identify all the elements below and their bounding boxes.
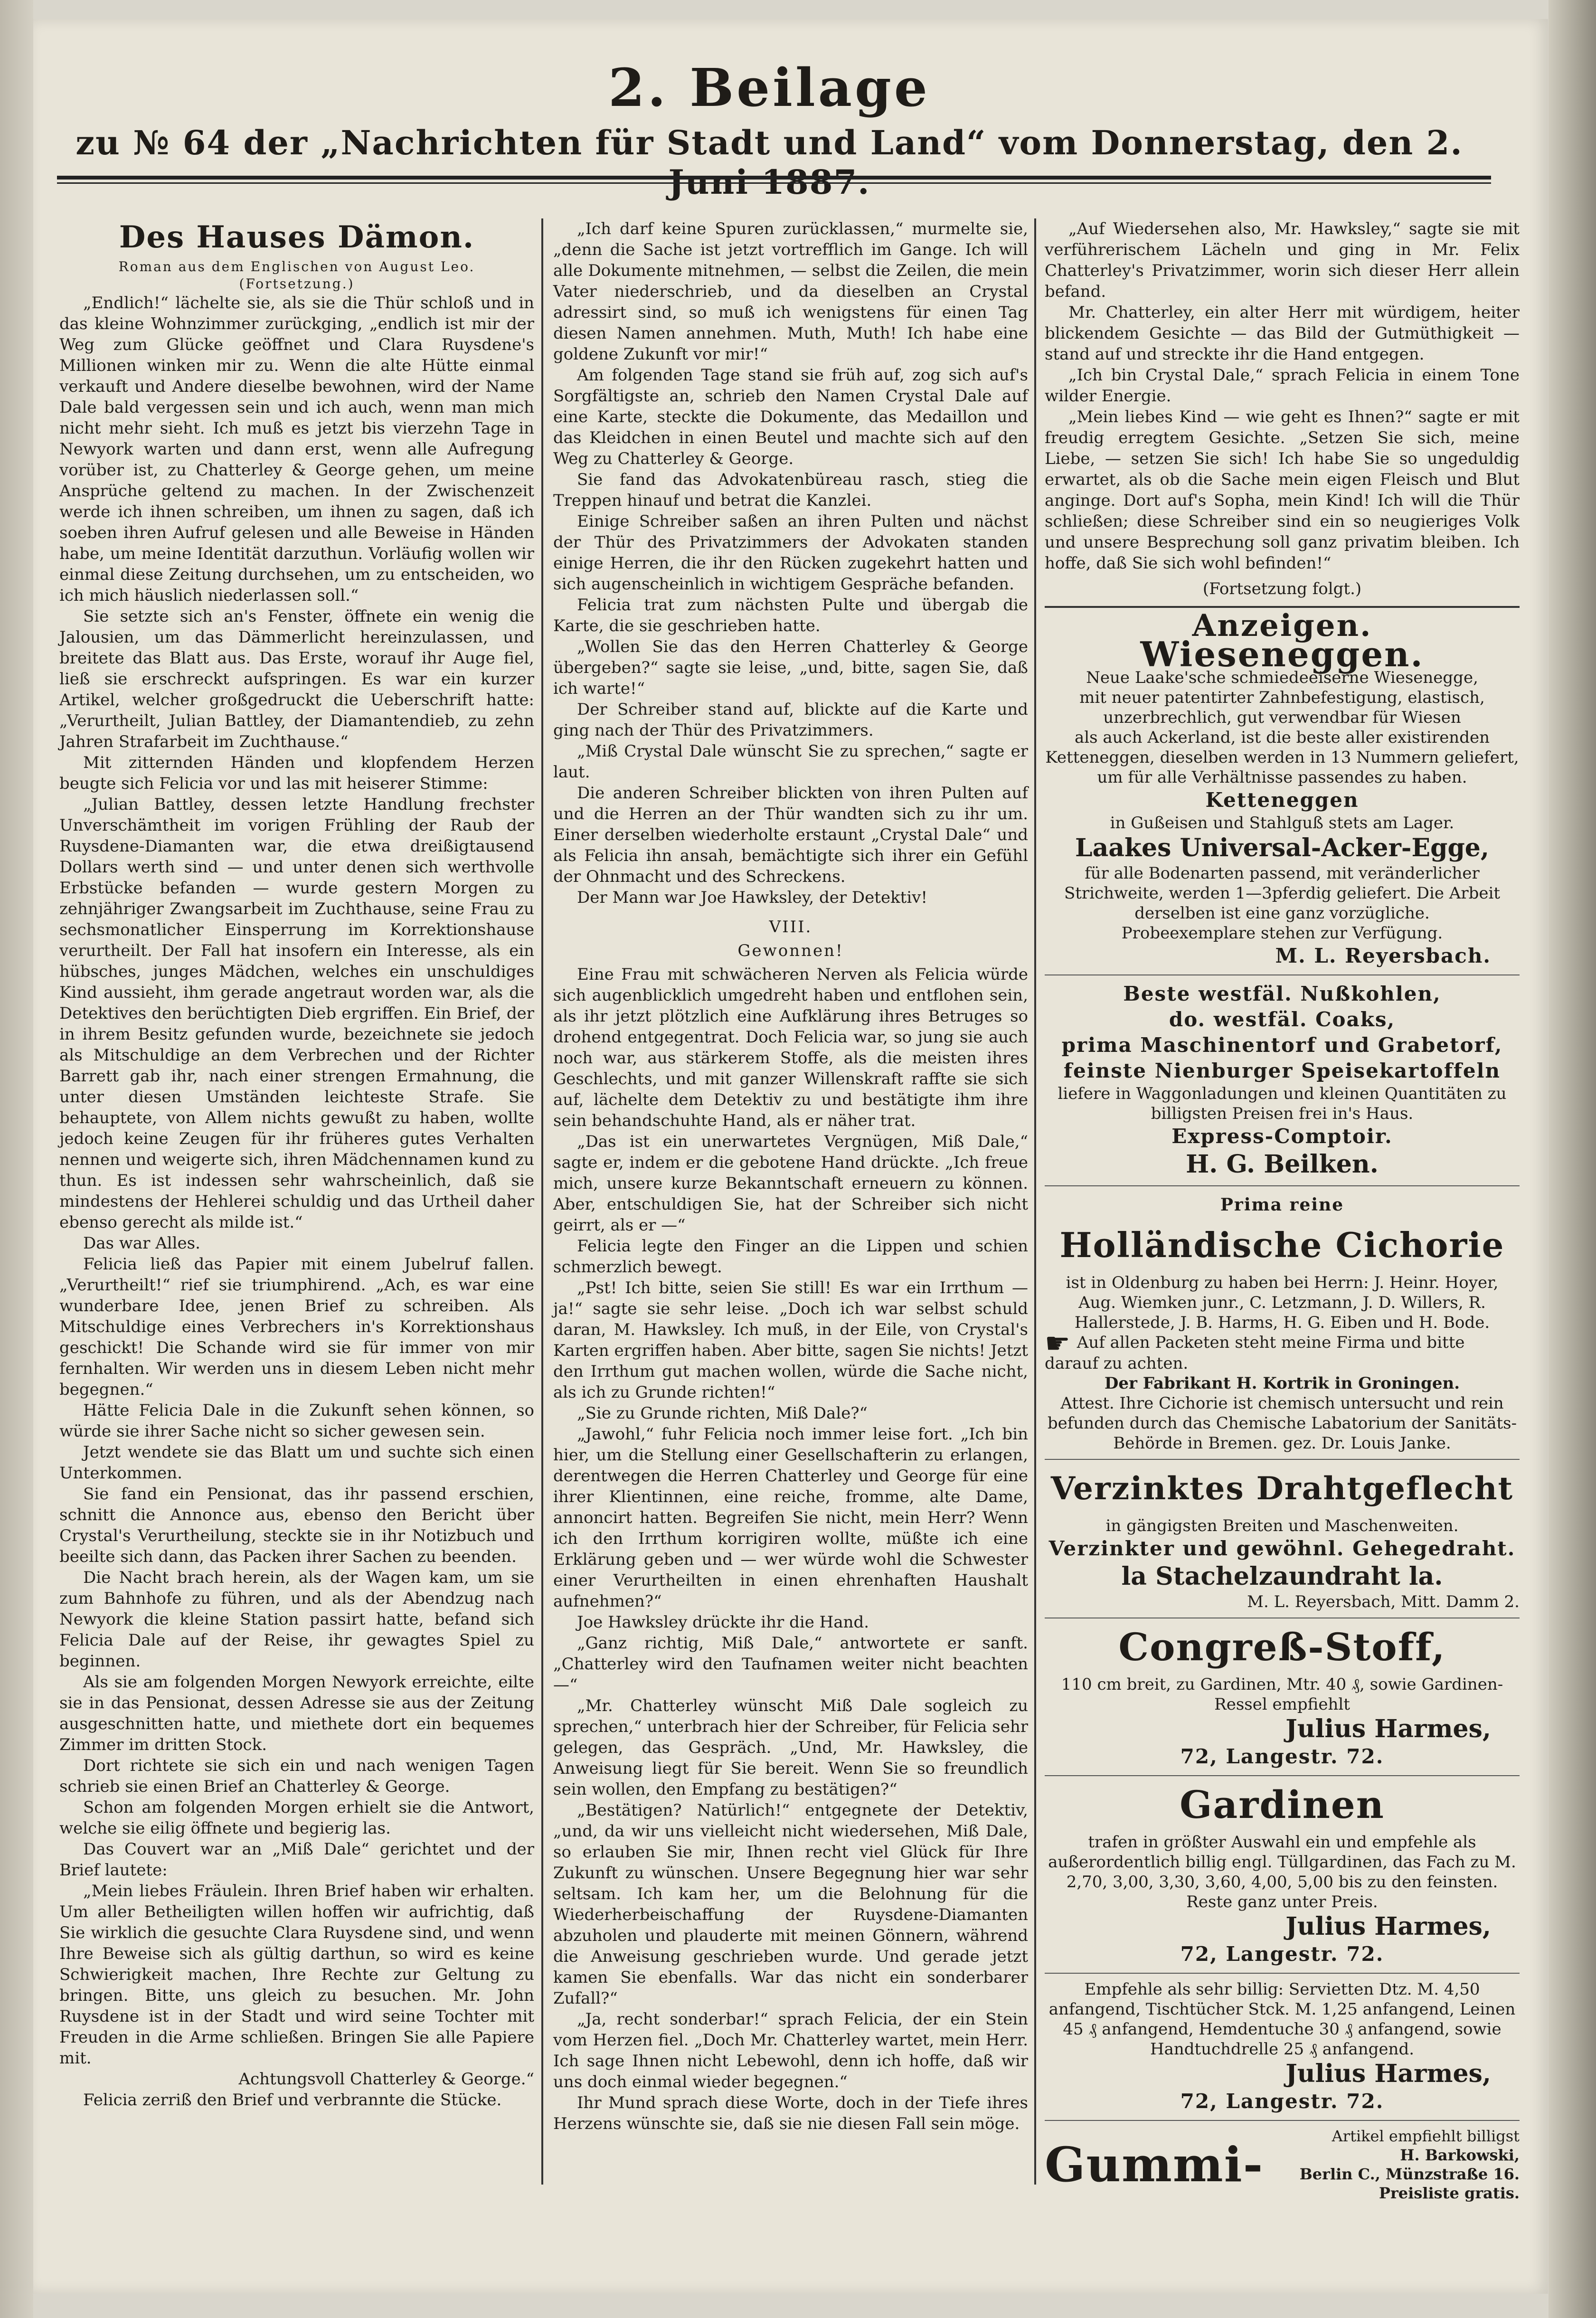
ad-gummi-text: [1273, 2127, 1520, 2203]
ad-firm: Julius Harmes,: [1285, 1714, 1491, 1743]
paragraph: Ihr Mund sprach diese Worte, doch in der Tiefe ihres Herzens wünschte sie, daß sie nie diesen Fall sein möge.: [553, 2093, 1028, 2133]
ad-line: unzerbrechlich, gut verwendbar für Wiesen: [1103, 708, 1461, 727]
paragraph: „Endlich!“ lächelte sie, als sie die Thür schloß und in das kleine Wohnzimmer zurückging, „endlich ist mir der Weg zum Glücke geöffnet und Clara Ruysdene's Millionen winken mir zu. Wenn die alte Hütte einmal verkauft und Andere dieselbe bewohnen, wird der Name Dale bald vergessen sein und ich auch, wenn man mich nicht mehr sieht. Ich muß es jetzt bis vierzehn Tage in Newyork warten und dann erst, wenn alle Aufregung vorüber ist, zu Chatterley & George gehen, um meine Ansprüche geltend zu machen. In der Zwischenzeit werde ich ihnen schreiben, um ihnen zu sagen, daß ich soeben ihren Aufruf gelesen und alle Beweise in Händen habe, um meine Identität darzuthun. Vorläufig wollen wir einmal diese Zeitung durchsehen, um zu entscheiden, wo ich mich häuslich niederlassen soll.“: [59, 293, 534, 605]
ad-leinen: [1045, 1979, 1520, 2114]
ad-headline: Gummi-: [1045, 2137, 1264, 2193]
ad-body: trafen in größter Auswahl ein und empfehle als außerordentlich billig engl. Tüllgardinen, das Fach zu M. 2,70, 3,00, 3,30, 3,60, 4,00, 5,00 bis zu den feinsten. Reste ganz unter Preis.: [1048, 1833, 1516, 1911]
ad-line: Neue Laake'sche schmiedeeiserne Wiesenegge,: [1086, 668, 1478, 687]
ad-divider: [1045, 1973, 1520, 1974]
ad-hand-note: [1045, 1327, 1520, 1373]
ad-firm: Julius Harmes,: [1285, 1912, 1491, 1941]
ad-firm: Julius Harmes,: [1285, 2059, 1491, 2088]
ad-line: Beste westfäl. Nußkohlen,: [1123, 982, 1441, 1005]
column-2: [553, 218, 1028, 2134]
ad-attest: Attest. Ihre Cichorie ist chemisch untersucht und rein befunden durch das Chemische Labatorium der Sanitäts-Behörde in Bremen. gez. Dr. Louis Janke.: [1047, 1394, 1517, 1453]
ad-headline: Gardinen: [1180, 1782, 1385, 1827]
ad-headline: Wieseneggen.: [1140, 634, 1424, 674]
paragraph: Hätte Felicia Dale in die Zukunft sehen können, so würde sie ihrer Sache nicht so sicher gewesen sein.: [59, 1401, 534, 1441]
ad-divider: [1045, 1459, 1520, 1460]
ad-coal: [1045, 981, 1520, 1180]
paragraph: „Mein liebes Fräulein. Ihren Brief haben wir erhalten. Um aller Betheiligten willen hoffen wir aufrichtig, daß Sie wirklich die gesuchte Clara Ruysdene sind, und wenn Ihre Beweise sich als gültig darthun, so wird es keine Schwierigkeit machen, Ihre Rechte zur Geltung zu bringen. Bitte, uns gleich zu besuchen. Mr. John Ruysdene ist in der Stadt und wird seine Tochter mit Freuden in die Arme schließen. Bringen Sie alle Papiere mit.: [59, 1882, 534, 2068]
column-divider-2: [1034, 218, 1036, 2185]
paragraph: „Miß Crystal Dale wünscht Sie zu sprechen,“ sagte er laut.: [553, 742, 1028, 782]
ad-line: la Stachelzaundraht la.: [1121, 1562, 1443, 1591]
paragraph: Der Mann war Joe Hawksley, der Detektiv!: [577, 888, 928, 907]
supplement-title: 2. Beilage: [608, 57, 930, 118]
ad-gardinen: [1045, 1782, 1520, 1967]
paragraph: Mr. Chatterley, ein alter Herr mit würdigem, heiter blickendem Gesichte — das Bild der Gutmüthigkeit — stand auf und streckte ihr die Hand entgegen.: [1045, 303, 1520, 364]
paragraph: „Pst! Ich bitte, seien Sie still! Es war ein Irrthum — ja!“ sagte sie sehr leise. „Doch ich war selbst schuld daran, M. Hawksley. Ich muß, in der Eile, von Crystal's Karten ergriffen haben. Aber bitte, sagen Sie nichts! Jetzt den Irrthum gut machen wollen, würde die Sache nicht, als ich zu Grunde richten!“: [553, 1278, 1028, 1402]
novel-subtitle: Roman aus dem Englischen von August Leo.: [118, 259, 475, 274]
issue-line: zu № 64 der „Nachrichten für Stadt und Land“ vom Donnerstag, den 2.: [76, 123, 1463, 162]
ad-wieseneggen: [1045, 634, 1520, 969]
ad-line: do. westfäl. Coaks,: [1169, 1008, 1396, 1031]
ad-congress-stoff: [1045, 1624, 1520, 1769]
newspaper-page: [33, 19, 1548, 2294]
column-divider-1: [541, 218, 543, 2185]
ad-divider: [1045, 2120, 1520, 2121]
ad-gummi: [1045, 2127, 1520, 2203]
paragraph: „Ganz richtig, Miß Dale,“ antwortete er sanft. „Chatterley wird den Taufnamen weiter nicht beachten —“: [553, 1634, 1028, 1694]
paragraph: Eine Frau mit schwächeren Nerven als Felicia würde sich augenblicklich umgedreht haben und entflohen sein, als ihr jetzt plötzlich eine Aufklärung ihres Betruges so drohend entgegentrat. Doch Felicia war, so jung sie auch noch war, aus stärkerem Stoffe, als die meisten ihres Geschlechts, und mit ganzer Willenskraft raffte sie sich auf, lächelte dem Detektiv zu und bestätigte ihm ihre sein behandschuhte Hand, als er näher trat.: [553, 965, 1028, 1130]
paragraph: Die anderen Schreiber blickten von ihren Pulten auf und die Herren an der Thür wandten sich zu ihr um. Einer derselben wiederholte erstaunt „Crystal Dale“ und als Felicia ihn ansah, bemächtigte sich ihrer ein Gefühl der Ohnmacht und des Schreckens.: [553, 784, 1028, 886]
paragraph: Felicia ließ das Papier mit einem Jubelruf fallen. „Verurtheilt!“ rief sie triumphirend. „Ach, es war eine wunderbare Idee, jenen Brief zu schreiben. Als Mitschuldige eines Verbrechers in's Korrektionshaus geschickt! Die Schande wird sie für immer von mir fernhalten. Wir werden uns in diesem Leben nicht mehr begegnen.“: [59, 1255, 534, 1399]
page-edge: [1549, 0, 1596, 2318]
ad-address: 72, Langestr. 72.: [1180, 1745, 1384, 1768]
paragraph: Die Nacht brach herein, als der Wagen kam, um sie zum Bahnhofe zu führen, und als der Abendzug nach Newyork die kleine Station passirt hatte, befand sich Felicia Dale auf der Reise, ihr gewagtes Spiel zu beginnen.: [59, 1568, 534, 1671]
ad-line: Probeexemplare stehen zur Verfügung.: [1121, 924, 1443, 943]
paragraph: Einige Schreiber saßen an ihren Pulten und nächst der Thür des Privatzimmers der Advokaten standen einige Herren, die ihr den Rücken zugekehrt hatten und sich augenscheinlich in wichtigem Gespräche befanden.: [553, 512, 1028, 594]
paragraph: Jetzt wendete sie das Blatt um und suchte sich einen Unterkommen.: [59, 1443, 534, 1483]
ad-pre: Prima reine: [1220, 1195, 1344, 1215]
book-spine: [0, 0, 33, 2318]
ad-firm: H. G. Beilken.: [1186, 1150, 1379, 1179]
paragraph: Das war Alles.: [83, 1234, 200, 1253]
ad-product: Laakes Universal-Acker-Egge,: [1075, 833, 1489, 862]
paragraph: „Ich darf keine Spuren zurücklassen,“ murmelte sie, „denn die Sache ist jetzt vortrefflich im Gange. Ich will alle Dokumente mitnehmen, — selbst die Zeilen, die mein Vater niederschrieb, und da dieselben an Crystal adressirt sind, so muß ich wenigstens für einen Tag diesen Namen annehmen. Muth, Muth! Ich habe eine goldene Zukunft vor mir!“: [553, 219, 1028, 364]
paragraph: „Ja, recht sonderbar!“ sprach Felicia, der ein Stein vom Herzen fiel. „Doch Mr. Chatterley wartet, mein Herr. Ich sage Ihnen nicht Lebewohl, denn ich hoffe, daß wir uns doch einmal wieder begegnen.“: [553, 2010, 1028, 2091]
paragraph: Felicia legte den Finger an die Lippen und schien schmerzlich bewegt.: [553, 1237, 1028, 1277]
ad-line: Berlin C., Münzstraße 16.: [1299, 2165, 1520, 2183]
ad-line: feinste Nienburger Speisekartoffeln: [1063, 1059, 1501, 1082]
ad-address: 72, Langestr. 72.: [1180, 2090, 1384, 2113]
ad-signature: M. L. Reyersbach.: [1275, 944, 1491, 967]
letter-signature: Achtungsvoll Chatterley & George.“: [238, 2070, 534, 2089]
ad-body: ist in Oldenburg zu haben bei Herrn: J. Heinr. Hoyer, Aug. Wiemken junr., C. Letzmann, J. D. Willers, R. Hallerstede, J. B. Harms, H. G. Eiben und H. Bode.: [1066, 1273, 1499, 1332]
ad-cichorie: [1045, 1192, 1520, 1453]
ad-headline: Verzinktes Drahtgeflecht: [1050, 1470, 1514, 1507]
to-be-continued: (Fortsetzung folgt.): [1202, 579, 1362, 598]
pointing-hand-icon: ☛: [1045, 1327, 1070, 1360]
chapter-number: VIII.: [769, 918, 812, 937]
paragraph: Schon am folgenden Morgen erhielt sie die Antwort, welche sie eilig öffnete und begierig las.: [59, 1798, 534, 1838]
ad-line: mit neuer patentirter Zahnbefestigung, elastisch,: [1079, 688, 1485, 707]
ad-line: für alle Bodenarten passend, mit veränderlicher Strichweite, werden 1—3pferdig geliefert. Die Arbeit derselben ist eine ganz vorzügliche.: [1064, 864, 1501, 923]
masthead: [57, 57, 1482, 202]
paragraph: „Mein liebes Kind — wie geht es Ihnen?“ sagte er mit freudig erregtem Gesichte. „Setzen Sie sich, meine Liebe, — setzen Sie sich! Ich habe Sie so ungeduldig erwartet, als ob die Sache mein eigen Fleisch und Blut anginge. Dort auf's Sopha, mein Kind! Ich will die Thür schließen; diese Schreiber sind ein so neugieriges Volk und unsere Besprechung soll ganz privatim bleiben. Ich hoffe, daß Sie sich wohl befinden!“: [1045, 407, 1520, 573]
header-rule: [57, 176, 1491, 180]
ad-line: Artikel empfiehlt billigst: [1332, 2127, 1520, 2145]
column-3: [1045, 218, 1520, 2203]
ad-headline: Holländische Cichorie: [1059, 1225, 1505, 1265]
ad-line: in gängigsten Breiten und Maschenweiten.: [1105, 1516, 1459, 1535]
ad-hand-text: Auf allen Packeten steht meine Firma und bitte darauf zu achten.: [1045, 1333, 1465, 1373]
ad-body: liefere in Waggonladungen und kleinen Quantitäten zu billigsten Preisen frei in's Haus.: [1058, 1084, 1507, 1123]
ads-section-title: Anzeigen.: [1192, 608, 1372, 643]
paragraph: Sie setzte sich an's Fenster, öffnete ein wenig die Jalousien, um das Dämmerlicht hereinzulassen, und breitete das Blatt aus. Das Erste, worauf ihr Auge fiel, ließ sie erschreckt aufspringen. Es war ein kurzer Artikel, welcher großgedruckt die Ueberschrift hatte: „Verurtheilt, Julian Battley, der Diamantendieb, zu zehn Jahren Strafarbeit im Zuchthause.“: [59, 607, 534, 751]
paragraph: „Auf Wiedersehen also, Mr. Hawksley,“ sagte sie mit verführerischem Lächeln und ging in Mr. Felix Chatterley's Privatzimmer, worin sich dieser Herr allein befand.: [1045, 219, 1520, 301]
ad-drahtgeflecht: [1045, 1466, 1520, 1612]
paragraph: Mit zitternden Händen und klopfendem Herzen beugte sich Felicia vor und las mit heiserer Stimme:: [59, 753, 534, 793]
ad-line: Preisliste gratis.: [1379, 2184, 1520, 2202]
paragraph: „Wollen Sie das den Herren Chatterley & George übergeben?“ sagte sie leise, „und, bitte, sagen Sie, daß ich warte!“: [553, 637, 1028, 698]
column-1: [59, 218, 534, 2110]
ad-line: H. Barkowski,: [1400, 2146, 1520, 2164]
paragraph: Felicia trat zum nächsten Pulte und übergab die Karte, die sie geschrieben hatte.: [553, 596, 1028, 635]
ad-line: prima Maschinentorf und Grabetorf,: [1061, 1033, 1503, 1057]
paragraph: „Das ist ein unerwartetes Vergnügen, Miß Dale,“ sagte er, indem er die gebotene Hand drückte. „Ich freue mich, unsere kurze Bekanntschaft erneuern zu können. Aber, entschuldigen Sie, hat der Schreiber sich nicht geirrt, als er —“: [553, 1132, 1028, 1235]
paragraph: Sie fand ein Pensionat, das ihr passend erschien, schnitt die Annonce aus, ebenso den Bericht über Crystal's Verurtheilung, steckte sie in ihr Notizbuch und beeilte sich dann, das Packen ihrer Sachen zu beenden.: [59, 1485, 534, 1566]
ad-body: 110 cm breit, zu Gardinen, Mtr. 40 ₰, sowie Gardinen-Ressel empfiehlt: [1061, 1675, 1503, 1714]
paragraph: Am folgenden Tage stand sie früh auf, zog sich auf's Sorgfältigste an, schrieb den Namen Crystal Dale auf eine Karte, steckte die Dokumente, das Medaillon und das Kleidchen in einen Beutel und machte sich auf den Weg zu Chatterley & George.: [553, 366, 1028, 468]
paragraph: Das Couvert war an „Miß Dale“ gerichtet und der Brief lautete:: [59, 1840, 534, 1880]
paragraph: „Bestätigen? Natürlich!“ entgegnete der Detektiv, „und, da wir uns vielleicht nicht wiedersehen, Miß Dale, so erlauben Sie mir, Ihnen recht viel Glück für Ihre Zukunft zu wünschen. Unsere Begegnung hier war sehr seltsam. Ich kam her, um die Belohnung für die Wiederherbeischaffung der Ruysdene-Diamanten abzuholen und plauderte mit meinen Gönnern, während die Anweisung geschrieben wurde. Und gerade jetzt kamen Sie ebenfalls. War das nicht ein sonderbarer Zufall?“: [553, 1801, 1028, 2008]
continuation-note: (Fortsetzung.): [239, 276, 355, 292]
chapter-title: Gewonnen!: [737, 941, 844, 960]
paragraph: Felicia zerriß den Brief und verbrannte die Stücke.: [83, 2091, 502, 2110]
ad-headline: Congreß-Stoff,: [1118, 1625, 1446, 1669]
ad-line: Ketteneggen, dieselben werden in 13 Nummern geliefert, um für alle Verhältnisse passendes zu haben.: [1045, 748, 1519, 787]
ad-divider: [1045, 1775, 1520, 1776]
paragraph: „Ich bin Crystal Dale,“ sprach Felicia in einem Tone wilder Energie.: [1045, 366, 1520, 406]
paragraph: Joe Hawksley drückte ihr die Hand.: [577, 1613, 869, 1632]
ad-address: 72, Langestr. 72.: [1180, 1942, 1384, 1966]
ad-firm-type: Express-Comptoir.: [1171, 1125, 1393, 1148]
ad-body: Empfehle als sehr billig: Servietten Dtz. M. 4,50 anfangend, Tischtücher Stck. M. 1,25 anfangend, Leinen 45 ₰ anfangend, Hemdentuche 30 ₰ anfangend, sowie Handtuchdrelle 25 ₰ anfangend.: [1048, 1980, 1516, 2059]
paragraph: „Julian Battley, dessen letzte Handlung frechster Unverschämtheit im vorigen Frühling der Raub der Ruysdene-Diamanten war, die etwa dreißigtausend Dollars werth sind — und unter denen sich werthvolle Erbstücke befanden — wurde gestern Morgen zu zehnjähriger Zwangsarbeit im Zuchthause, seine Frau zu sechsmonatlicher Einsperrung im Korrektionshause verurtheilt. Der Fall hat insofern ein Interesse, als ein hübsches, junges Mädchen, welches ein unschuldiges Kind aussieht, ihm gerade angetraut worden war, als die Detektives den berüchtigten Dieb ergriffen. Ein Brief, der in ihrem Besitz gefunden wurde, bezeichnete sie jedoch als Mitschuldige an dem Verbrechen und der Richter Barrett gab ihr, nach einer strengen Ermahnung, die unter diesen Umständen leichteste Strafe. Sie behauptete, von Allem nichts gewußt zu haben, wollte jedoch keine Zeugen für ihr früheres gutes Verhalten nennen und weigerte sich, ihren Mädchennamen kund zu thun. Es ist indessen sehr wahrscheinlich, daß sie mindestens der Hehlerei schuldig und das Urtheil daher ebenso gerecht als milde ist.“: [59, 795, 534, 1232]
header-rule-thin: [57, 182, 1491, 184]
ad-maker: Der Fabrikant H. Kortrik in Groningen.: [1104, 1374, 1460, 1393]
paragraph: Dort richtete sie sich ein und nach wenigen Tagen schrieb sie einen Brief an Chatterley & George.: [59, 1756, 534, 1796]
ad-line: Verzinkter und gewöhnl. Gehegedraht.: [1048, 1537, 1516, 1560]
novel-title: Des Hauses Dämon.: [119, 219, 475, 255]
paragraph: Sie fand das Advokatenbüreau rasch, stieg die Treppen hinauf und betrat die Kanzlei.: [553, 470, 1028, 510]
paragraph: Der Schreiber stand auf, blickte auf die Karte und ging nach der Thür des Privatzimmers.: [553, 700, 1028, 740]
ad-line: als auch Ackerland, ist die beste aller existirenden: [1074, 728, 1490, 747]
paragraph: „Mr. Chatterley wünscht Miß Dale sogleich zu sprechen,“ unterbrach hier der Schreiber, für Felicia sehr gelegen, das Gespräch. „Und, Mr. Hawksley, die Anweisung liegt für Sie bereit. Wenn Sie so freundlich sein wollen, den Empfang zu bestätigen?“: [553, 1696, 1028, 1799]
paragraph: Als sie am folgenden Morgen Newyork erreichte, eilte sie in das Pensionat, dessen Adresse sie aus der Zeitung ausgeschnitten hatte, und miethete dort ein bequemes Zimmer im dritten Stock.: [59, 1673, 534, 1754]
paragraph: „Jawohl,“ fuhr Felicia noch immer leise fort. „Ich bin hier, um die Stellung einer Gesellschafterin zu erlangen, derentwegen die Herren Chatterley und George für eine ihrer Klientinnen, eine reiche, fromme, alte Dame, annoncirt hatten. Begreifen Sie nicht, mein Herr? Wenn ich den Irrthum korrigiren wollte, müßte ich eine Erklärung geben und — wer würde wohl die Schwester einer Verurtheilten in einen ehrenhaften Haushalt aufnehmen?“: [553, 1425, 1028, 1611]
paragraph: „Sie zu Grunde richten, Miß Dale?“: [577, 1404, 868, 1423]
ad-divider: [1045, 1185, 1520, 1186]
ad-signature: M. L. Reyersbach, Mitt. Damm 2.: [1247, 1592, 1520, 1611]
ad-subhead: Ketteneggen: [1205, 788, 1359, 812]
ad-line: in Gußeisen und Stahlguß stets am Lager.: [1110, 814, 1454, 833]
